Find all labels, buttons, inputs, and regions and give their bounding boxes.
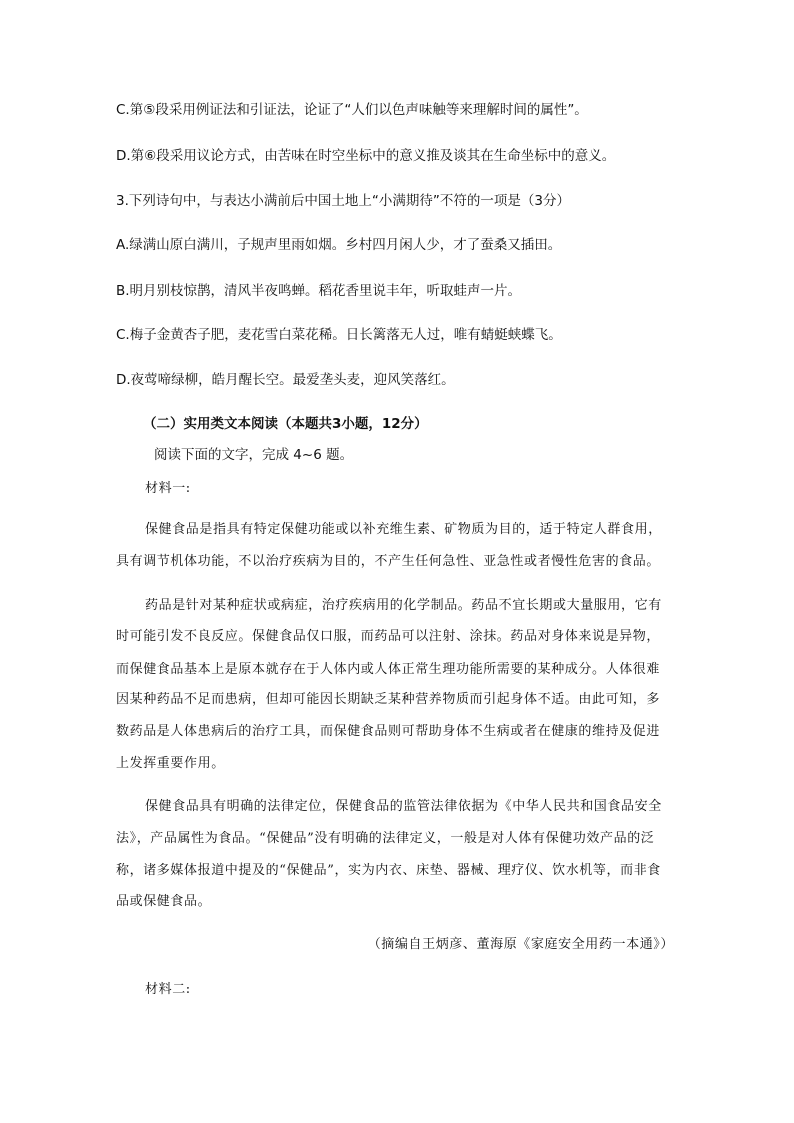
question-3-stem: 3.下列诗句中，与表达小满前后中国土地上“小满期待”不符的一项是（3分） (116, 193, 570, 209)
section-heading: （二）实用类文本阅读（本题共3小题，12分） (143, 416, 428, 432)
material-1-para3-line1: 保健食品具有明确的法律定位，保健食品的监管法律依据为《中华人民共和国食品安全 (145, 799, 662, 814)
material-1-para3-line4: 品或保健食品。 (116, 894, 212, 909)
material-1-para2-line1: 药品是针对某种症状或病症，治疗疾病用的化学制品。药品不宜长期或大量服用，它有 (145, 598, 662, 613)
material-1-source: （摘编自王炳彦、董海原《家庭安全用药一本通》） (367, 937, 674, 952)
material-1-para2-line2: 时可能引发不良反应。保健食品仅口服，而药品可以注射、涂抹。药品对身体来说是异物， (116, 629, 661, 644)
question-3-option-d: D.夜莺啼绿柳，皓月醒长空。最爱垄头麦，迎风笑落红。 (116, 372, 455, 388)
material-1-para1-line2: 具有调节机体功能，不以治疗疾病为目的，不产生任何急性、亚急性或者慢性危害的食品。 (116, 554, 661, 569)
material-1-para2-line4: 因某种药品不足而患病，但却可能因长期缺乏某种营养物质而引起身体不适。由此可知，多 (116, 692, 661, 707)
material-1-label: 材料一: (145, 481, 191, 496)
question-3-option-c: C.梅子金黄杏子肥，麦花雪白菜花稀。日长篱落无人过，唯有蜻蜓蛱蝶飞。 (116, 327, 562, 343)
question-3-option-b: B.明月别枝惊鹊，清风半夜鸣蝉。稻花香里说丰年，听取蛙声一片。 (116, 283, 522, 299)
question-3-option-a: A.绿满山原白满川，子规声里雨如烟。乡村四月闲人少，才了蚕桑又插田。 (116, 237, 562, 253)
material-1-para1-line1: 保健食品是指具有特定保健功能或以补充维生素、矿物质为目的，适于特定人群食用， (145, 522, 662, 537)
option-d-text: D.第⑥段采用议论方式，由苦味在时空坐标中的意义推及谈其在生命坐标中的意义。 (116, 148, 616, 164)
material-1-para3-line3: 称，诸多媒体报道中提及的“保健品”，实为内衣、床垫、器械、理疗仪、饮水机等，而非食 (116, 863, 661, 878)
material-1-para2-line6: 上发挥重要作用。 (116, 756, 225, 771)
material-1-para3-line2: 法》，产品属性为食品。“保健品”没有明确的法律定义，一般是对人体有保健功效产品的泛 (116, 831, 655, 846)
material-2-label: 材料二: (145, 982, 191, 997)
section-instruction: 阅读下面的文字，完成 4~6 题。 (154, 447, 354, 463)
option-c-text: C.第⑤段采用例证法和引证法，论证了“人们以色声味触等来理解时间的属性”。 (116, 102, 588, 118)
material-1-para2-line5: 数药品是人体患病后的治疗工具，而保健食品则可帮助身体不生病或者在健康的维持及促进 (116, 724, 661, 739)
material-1-para2-line3: 而保健食品基本上是原本就存在于人体内或人体正常生理功能所需要的某种成分。人体很难 (116, 662, 661, 677)
